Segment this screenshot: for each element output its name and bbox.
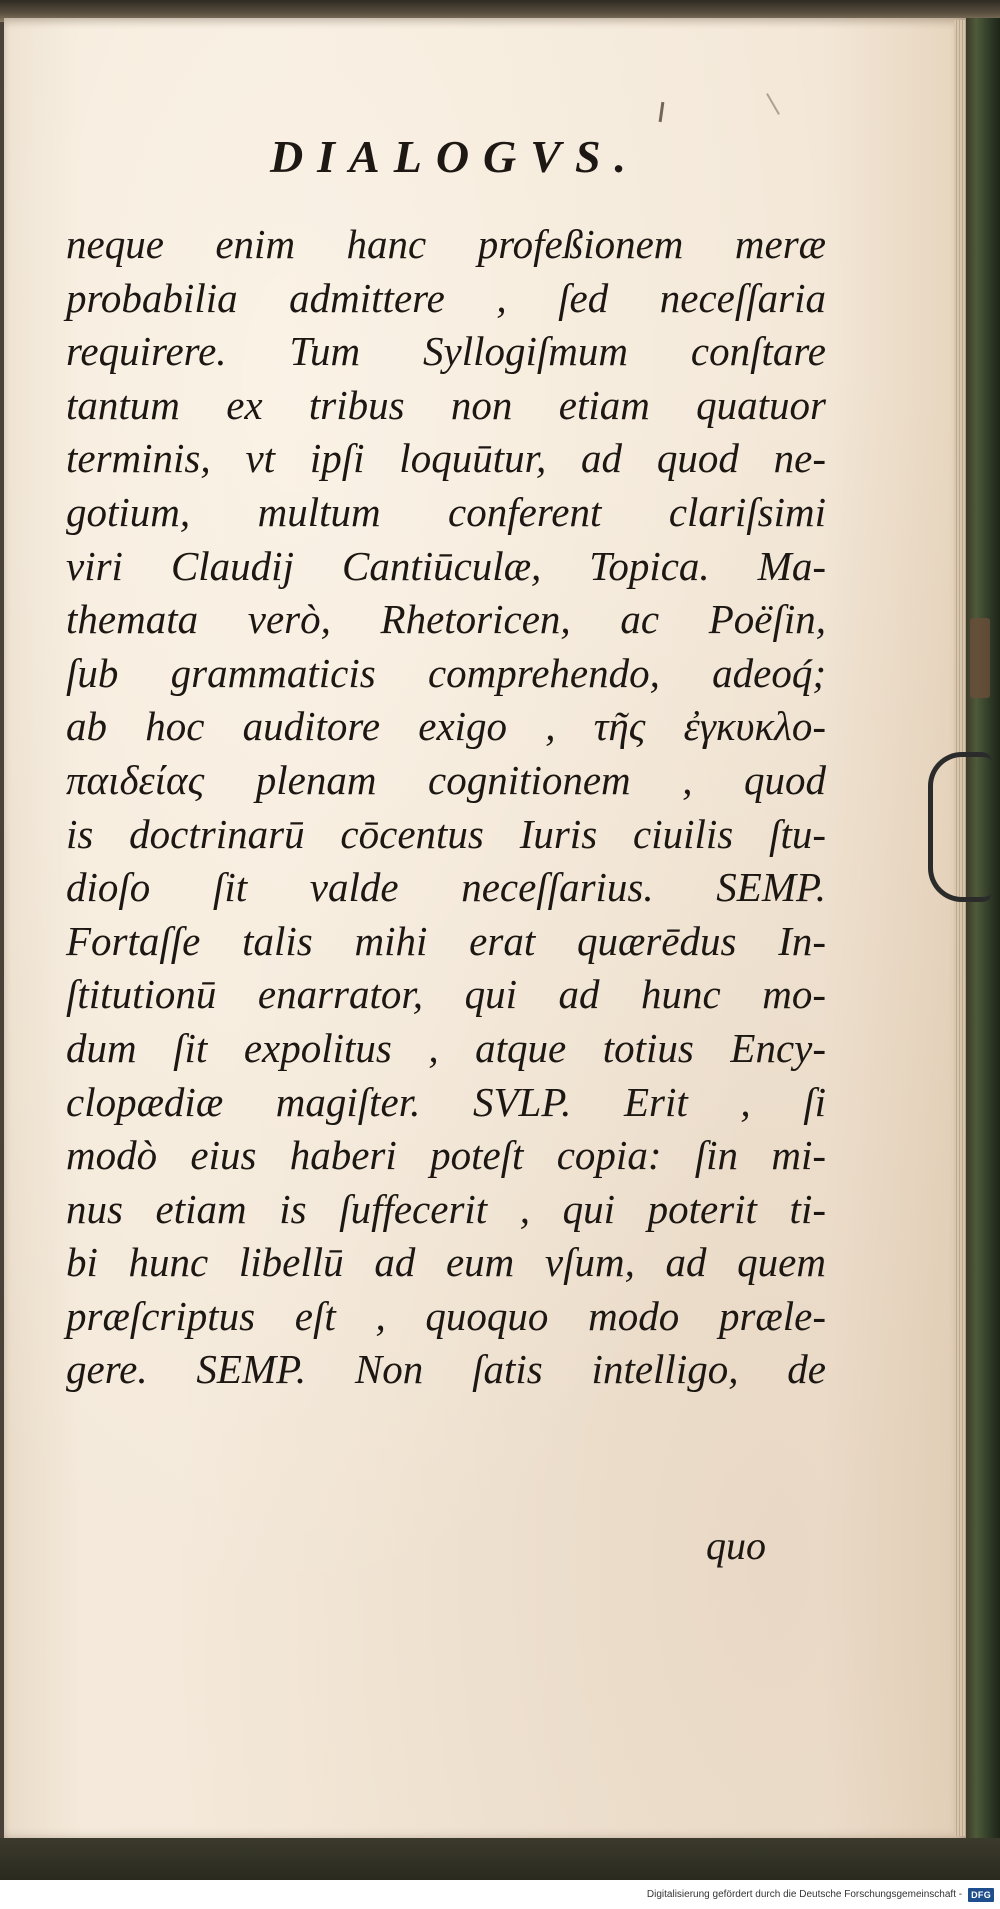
digitization-footer: [0, 1880, 1000, 1909]
bookmark-tab: [970, 618, 990, 698]
text-line: dioſo ſit valde neceſſarius. SEMP.: [66, 864, 826, 911]
text-line: probabilia admittere , ſed neceſſaria: [66, 274, 826, 321]
page-clip: [928, 752, 992, 902]
page-fore-edge: [954, 20, 966, 1836]
text-line: bi hunc libellū ad eum vſum, ad quem: [66, 1239, 826, 1286]
text-line: dum ſit expolitus , atque totius Ency-: [66, 1024, 826, 1071]
text-line: gotium, multum conferent clariſsimi: [66, 488, 826, 535]
text-line: tantum ex tribus non etiam quatuor: [66, 381, 826, 428]
book-binding-edge: [966, 18, 1000, 1838]
scan-bottom-border: [0, 1838, 1000, 1880]
text-line: ab hoc auditore exigo , τῆς ἐγκυκλο-: [66, 703, 826, 750]
text-line: παιδείας plenam cognitionem , quod: [66, 756, 826, 803]
text-line: præſcriptus eſt , quoquo modo præle-: [66, 1292, 826, 1339]
text-line: terminis, vt ipſi loquūtur, ad quod ne-: [66, 435, 826, 482]
text-line: themata verò, Rhetoricen, ac Poëſin,: [66, 596, 826, 643]
text-line: ſtitutionū enarrator, qui ad hunc mo-: [66, 971, 826, 1018]
footer-credit-text: Digitalisierung gefördert durch die Deutsche Forschungsgemeinschaft -: [646, 1889, 963, 1900]
text-line: is doctrinarū cōcentus Iuris ciuilis ſtu-: [66, 810, 826, 857]
body-text: [66, 218, 826, 1397]
text-line: Fortaſſe talis mihi erat quærēdus In-: [66, 917, 826, 964]
text-line: gere. SEMP. Non ſatis intelligo, de: [66, 1346, 826, 1393]
text-line: ſub grammaticis comprehendo, adeoq́;: [66, 649, 826, 696]
text-line: viri Claudij Cantiūculæ, Topica. Ma-: [66, 542, 826, 589]
text-line: neque enim hanc profeßionem meræ: [66, 221, 826, 267]
catchword: quo: [706, 1523, 766, 1568]
dfg-logo-icon: DFG: [968, 1888, 994, 1902]
running-head: DIALOGVS.: [269, 131, 641, 182]
text-line: nus etiam is ſuffecerit , qui poterit ti-: [66, 1185, 826, 1232]
text-line: clopædiæ magiſter. SVLP. Erit , ſi: [66, 1078, 826, 1125]
text-line: requirere. Tum Syllogiſmum conſtare: [66, 328, 826, 375]
text-line: modò eius haberi poteſt copia: ſin mi-: [66, 1132, 826, 1179]
